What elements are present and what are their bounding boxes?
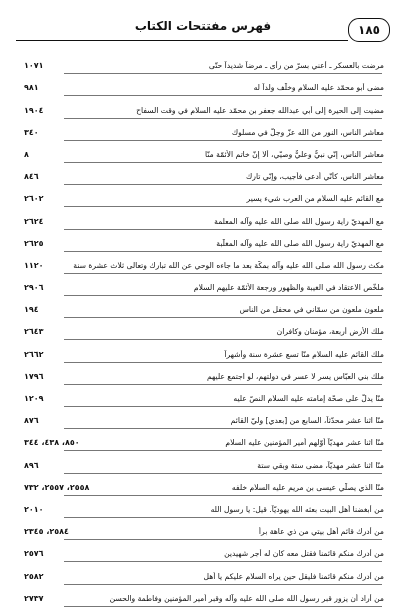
entry-page-ref: ٢٥٨٤، ٢٣٤٥ — [24, 527, 69, 537]
index-entry — [24, 252, 384, 274]
page-title: فهرس مفتتحات الكتاب — [134, 19, 272, 33]
entry-page-ref: ٢٦٠٢ — [24, 194, 44, 204]
index-entry — [24, 518, 384, 540]
entry-page-ref: ١٧٩٦ — [24, 371, 44, 381]
entry-text: مكث رسول الله صلى الله عليه وآله بمكّة بعد ما جاءه الوحي عن الله تبارك وتعالى ثلاث عشرة سنة — [73, 260, 384, 270]
index-entry — [24, 52, 384, 74]
entry-text: معاشر الناس، كأنّي أدعى فأجيب، وإنّي تارك — [246, 172, 384, 182]
index-entry — [24, 185, 384, 207]
entry-page-ref: ٢٦٦٢ — [24, 349, 44, 359]
entry-page-ref: ٢٠١٠ — [24, 504, 44, 514]
entry-text: ملخّص الاعتقاد في الغيبة والظهور ورجعة الأئمّة عليهم السلام — [193, 283, 384, 293]
index-entry — [24, 318, 384, 340]
index-entry — [24, 230, 384, 252]
index-entry — [24, 163, 384, 185]
index-entry — [24, 407, 384, 429]
index-entry — [24, 340, 384, 362]
page-number: ١٨٥ — [348, 18, 390, 42]
entry-page-ref: ٢٦٢٥ — [24, 238, 44, 248]
entry-text: من أبغضنا أهل البيت بعثه الله يهوديّاً. قيل: يا رسول الله — [210, 504, 384, 514]
index-entry — [24, 429, 384, 451]
index-entry — [24, 96, 384, 118]
index-entry — [24, 562, 384, 584]
entry-page-ref: ٨٤٦ — [24, 172, 39, 182]
index-entry — [24, 207, 384, 229]
entry-text: معاشر الناس، النور من الله عزّ وجلّ في مسلوك — [231, 127, 384, 137]
index-list — [24, 52, 384, 607]
entry-page-ref: ٨٥٠، ٤٣٨، ٣٤٤ — [24, 438, 80, 448]
entry-text: ملك بني العبّاس يسر لا عسر في دولتهم، لو اجتمع عليهم — [207, 371, 384, 381]
entry-page-ref: ٨ — [24, 149, 29, 159]
entry-text: ملك الأرض أربعة، مؤمنان وكافران — [276, 327, 384, 337]
entry-page-ref: ٨٧٦ — [24, 416, 39, 426]
entry-page-ref: ٣٤٠ — [24, 127, 39, 137]
header-rule — [16, 40, 348, 41]
entry-page-ref: ٢٥٧٦ — [24, 549, 44, 559]
entry-text: ملعون ملعون من سمّاني في محفل من الناس — [239, 305, 384, 315]
index-entry — [24, 540, 384, 562]
entry-text: منّا يدلّ على صحّة إمامته عليه السلام النصّ عليه — [233, 394, 384, 403]
index-entry — [24, 474, 384, 496]
entry-text: منّا اثنا عشر مهديّاً، مضى ستة وبقي ستة — [257, 460, 384, 470]
entry-text: منّا اثنا عشر محدّثاً، السابع من [بعدي] وليّ القائم — [230, 416, 384, 426]
entry-text: مع المهديّ راية رسول الله صلى الله عليه وآله المغلّبة — [216, 238, 384, 248]
entry-text: من أراد أن يزور قبر رسول الله صلى الله عليه وآله وقبر أمير المؤمنين وفاطمة والحسن — [109, 593, 384, 603]
entry-page-ref: ٢٥٨٢ — [24, 571, 44, 581]
entry-page-ref: ١٢٠٩ — [24, 394, 44, 403]
entry-page-ref: ٢٦٤٣ — [24, 327, 44, 337]
entry-text: مع القائم عليه السلام من العرب شيء يسير — [246, 194, 384, 204]
entry-text: ملك القائم عليه السلام منّا تسع عشرة سنة وأشهراً — [224, 349, 384, 359]
entry-page-ref: ١٩٠٤ — [24, 105, 44, 115]
entry-text: معاشر الناس، إنّي نبيٌّ وعليٌّ وصيّي، ألا إنّ خاتم الأئمّة منّا — [205, 149, 384, 159]
index-entry — [24, 274, 384, 296]
entry-page-ref: ٩٨١ — [24, 83, 39, 93]
entry-text: من أدرك منكم قائمنا فقتل معه كان له أجر شهيدين — [224, 549, 384, 559]
entry-text: من أدرك قائم أهل بيتي من ذي عاهة برأ — [258, 527, 384, 537]
entry-page-ref: ١٩٤ — [24, 305, 39, 315]
entry-text: منّا اثنا عشر مهديّاً أوّلهم أمير المؤمنين عليه السلام — [225, 438, 384, 448]
entry-page-ref: ٨٩٦ — [24, 460, 39, 470]
index-entry — [24, 585, 384, 607]
index-entry — [24, 496, 384, 518]
index-entry — [24, 119, 384, 141]
entry-text: مضى أبو محمّد عليه السلام وخلّف ولداً له — [253, 83, 384, 93]
index-entry — [24, 385, 384, 407]
index-entry — [24, 141, 384, 163]
entry-page-ref: ١٠٧١ — [24, 61, 44, 71]
entry-text: من أدرك منكم قائمنا فليقل حين يراه السلام عليكم يا أهل — [203, 571, 384, 581]
entry-page-ref: ٢٥٥٨، ٢٥٥٧، ٧٣٢ — [24, 482, 90, 492]
index-entry — [24, 451, 384, 473]
entry-text: منّا الذي يصلّي عيسى بن مريم عليه السلام خلفه — [231, 482, 384, 492]
entry-text: مرضت بالعسكر ـ أعني بسرّ من رأى ـ مرضاً شديداً حتّى — [208, 61, 384, 71]
index-entry — [24, 363, 384, 385]
entry-text: مع المهديّ راية رسول الله صلى الله عليه وآله المعلمة — [214, 216, 384, 226]
entry-text: مضيت إلى الحيرة إلى أبي عبدالله جعفر بن محمّد عليه السلام في وقت السفاح — [136, 105, 384, 115]
entry-page-ref: ١١٢٠ — [24, 260, 44, 270]
entry-page-ref: ٢٩٠٦ — [24, 283, 44, 293]
index-entry — [24, 296, 384, 318]
entry-page-ref: ٢٧٣٧ — [24, 593, 44, 603]
entry-page-ref: ٢٦٢٤ — [24, 216, 44, 226]
index-entry — [24, 74, 384, 96]
page-header — [16, 18, 390, 42]
